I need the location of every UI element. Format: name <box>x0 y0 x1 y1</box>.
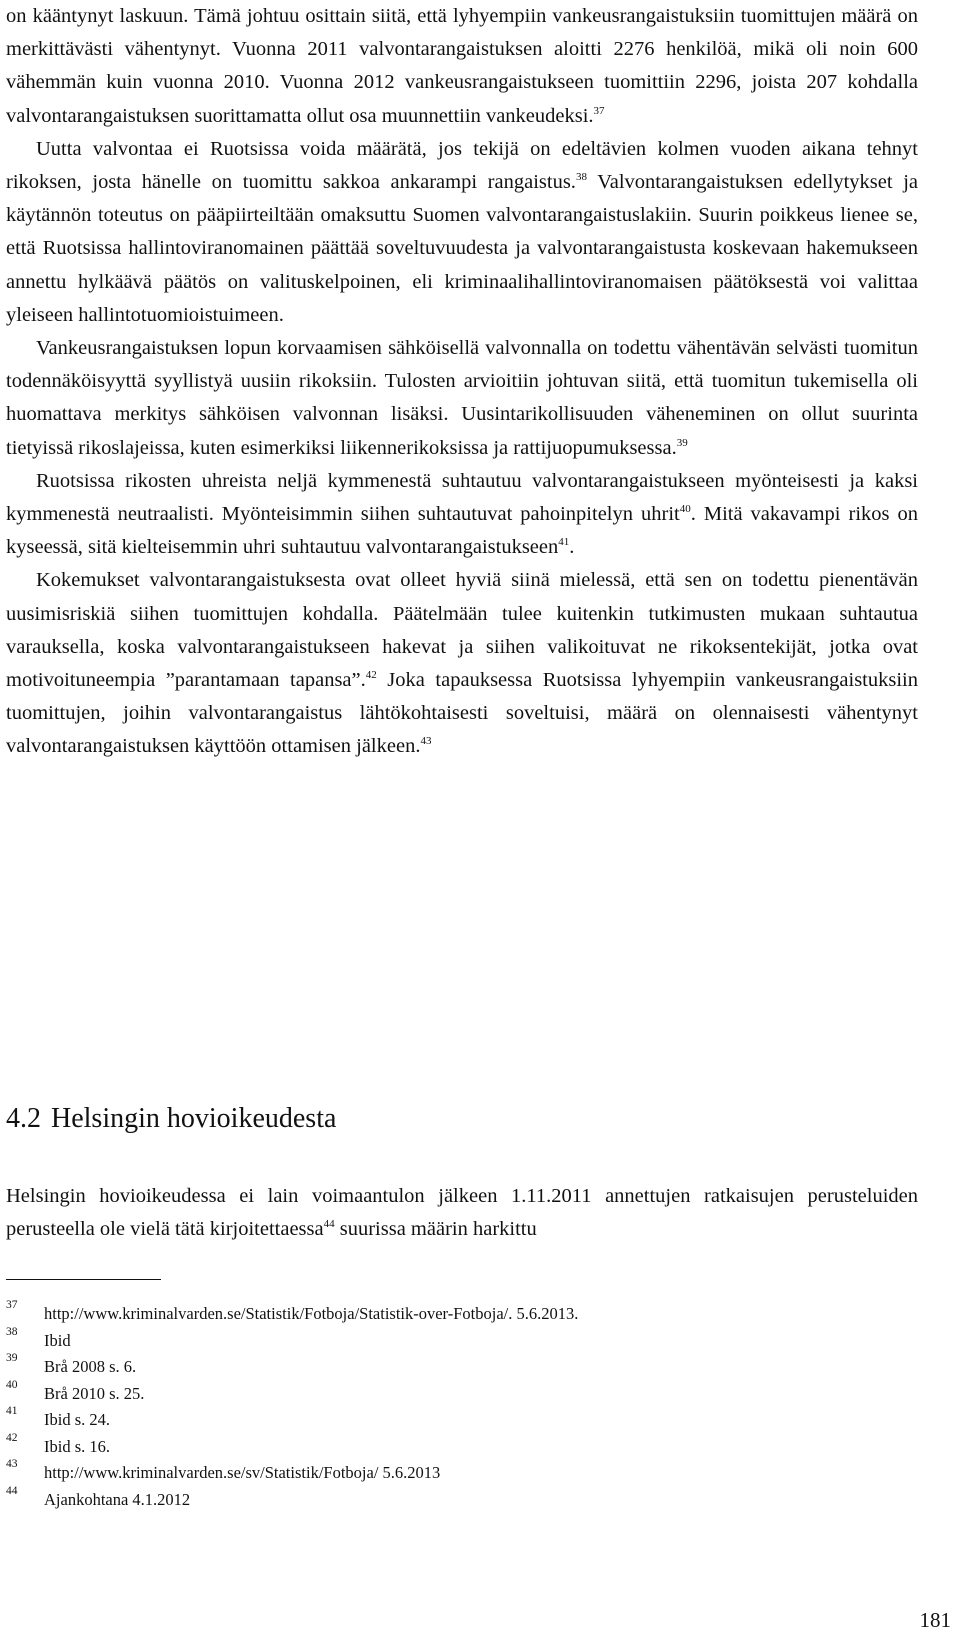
footnote-text: Brå 2008 s. 6. <box>44 1357 137 1376</box>
text-run: . <box>569 536 575 559</box>
footnote-reference: 44 <box>323 1218 335 1231</box>
text-run: on kääntynyt laskuun. Tämä johtuu osittain siitä, että lyhyempiin vankeusrangaistuksiin tuomittujen määrä on merkittävästi vähentynyt. Vuonna 2011 valvontarangaistuksen aloitti 2276 henkilöä, mikä oli noin 600 vähemmän kuin vuonna 2010. Vuonna 2012 vankeusrangaistukseen tuomittiin 2296, joista 207 kohdalla valvontarangaistuksen suorittamatta ollut osa muunnettiin vankeudeksi. <box>6 5 918 127</box>
footnote-item <box>6 1484 918 1511</box>
footnote-reference: 38 <box>575 171 587 184</box>
text-run: Valvontarangaistuksen edellytykset ja käytännön toteutus on pääpiirteiltään omaksuttu Suomen valvontarangaistuslakiin. Suurin poikkeus lienee se, että Ruotsissa hallintoviranomainen päättää soveltuvuudesta ja valvontarangaistusta koskevaan hakemukseen annettu hylkäävä päätös on valituskelpoinen, eli kriminaalihallintoviranomaisen päätöksestä voi valittaa yleiseen hallintotuomioistuimeen. <box>6 171 918 326</box>
footnote-number: 39 <box>6 1352 18 1364</box>
text-run: Uutta valvontaa ei Ruotsissa voida määrätä, jos tekijä on edeltävien kolmen vuoden aikana tehnyt rikoksen, josta hänelle on tuomittu sakkoa ankarampi rangaistus. <box>6 137 918 194</box>
footnote-text: Ibid s. 24. <box>44 1410 110 1429</box>
footnote-text: Brå 2010 s. 25. <box>44 1383 145 1403</box>
section-heading <box>6 1103 336 1135</box>
footnote-reference: 42 <box>365 669 377 682</box>
document-page <box>6 0 918 1509</box>
footnote-item <box>6 1404 918 1431</box>
footnote-number: 41 <box>6 1405 18 1417</box>
text-run: Kokemukset valvontarangaistuksesta ovat olleet hyviä siinä mielessä, että sen on todettu pienentävän uusimisriskiä siihen tuomittujen kohdalla. Päätelmään tulee kuitenkin tutkimusten mukaan suhtautua varauksella, koska valvontarangaistukseen hakevat ja siihen valikoituvat ne rikoksentekijät, jotka ovat motivoituneempia ”parantamaan tapansa”. <box>6 569 918 692</box>
paragraph <box>6 133 918 332</box>
footnote-number: 38 <box>6 1325 18 1338</box>
text-run: . Mitä vakavampi rikos on kyseessä, sitä kielteisemmin uhri suhtautuu valvontarangaistukseen <box>6 503 918 559</box>
section-title: Helsingin hovioikeudesta <box>51 1103 337 1134</box>
text-run: Helsingin hovioikeudessa ei lain voimaantulon jälkeen 1.11.2011 annettujen ratkaisujen perusteluiden perusteella ole vielä tätä kirjoitettaessa <box>6 1185 918 1241</box>
footnote-text: Ibid s. 16. <box>44 1436 110 1456</box>
text-run: Vankeusrangaistuksen lopun korvaamisen sähköisellä valvonnalla on todettu vähentävän selvästi tuomitun todennäköisyyttä syyllistyä uusiin rikoksiin. Tulosten arvioitiin johtuvan siitä, että tuomitun tukemisella oli huomattava merkitys sähköisen valvonnan lisäksi. Uusintarikollisuuden väheneminen on ollut suurinta tietyissä rikoslajeissa, kuten esimerkiksi liikennerikoksissa ja rattijuopumuksessa. <box>6 337 918 459</box>
footnote-number: 42 <box>6 1431 18 1444</box>
footnote-item <box>6 1431 918 1458</box>
footnote-number: 37 <box>6 1299 18 1311</box>
text-run: suurissa määrin harkittu <box>334 1218 537 1241</box>
paragraph <box>6 1180 918 1246</box>
footnote-text: http://www.kriminalvarden.se/Statistik/Fotboja/Statistik-over-Fotboja/. 5.6.2013. <box>44 1304 579 1323</box>
footnote-number: 40 <box>6 1378 18 1391</box>
footnotes <box>6 1298 918 1510</box>
footnote-text: Ajankohtana 4.1.2012 <box>44 1489 191 1509</box>
footnote-reference: 39 <box>676 436 688 449</box>
text-run: Ruotsissa rikosten uhreista neljä kymmenestä suhtautuu valvontarangaistukseen myönteisesti ja kaksi kymmenestä neutraalisti. Myönteisimmin siihen suhtautuvat pahoinpitelyn uhrit <box>6 469 918 526</box>
page-number: 181 <box>919 1608 951 1632</box>
footnote-text: Ibid <box>44 1330 71 1350</box>
footnote-reference: 43 <box>420 735 432 748</box>
footnote-number: 43 <box>6 1458 18 1470</box>
text-run: Joka tapauksessa Ruotsissa lyhyempiin vankeusrangaistuksiin tuomittujen, joihin valvontarangaistus lähtökohtaisesti soveltuisi, määrä on olennaisesti vähentynyt valvontarangaistuksen käyttöön ottamisen jälkeen. <box>6 669 918 758</box>
paragraph <box>6 332 918 465</box>
footnote-reference: 40 <box>679 503 691 516</box>
footnote-item <box>6 1457 918 1484</box>
section-number: 4.2 <box>6 1103 41 1134</box>
main-body-text <box>6 0 918 764</box>
footnote-item <box>6 1298 918 1325</box>
footnote-item <box>6 1351 918 1378</box>
footnote-separator <box>6 1279 161 1280</box>
footnote-item <box>6 1325 918 1352</box>
paragraph <box>6 0 918 133</box>
footnote-number: 44 <box>6 1484 18 1497</box>
section-body-text <box>6 1180 918 1246</box>
footnote-reference: 37 <box>593 104 605 117</box>
paragraph <box>6 465 918 565</box>
paragraph <box>6 564 918 763</box>
footnote-text: http://www.kriminalvarden.se/sv/Statistik/Fotboja/ 5.6.2013 <box>44 1463 441 1482</box>
footnote-reference: 41 <box>558 536 570 549</box>
footnote-item <box>6 1378 918 1405</box>
